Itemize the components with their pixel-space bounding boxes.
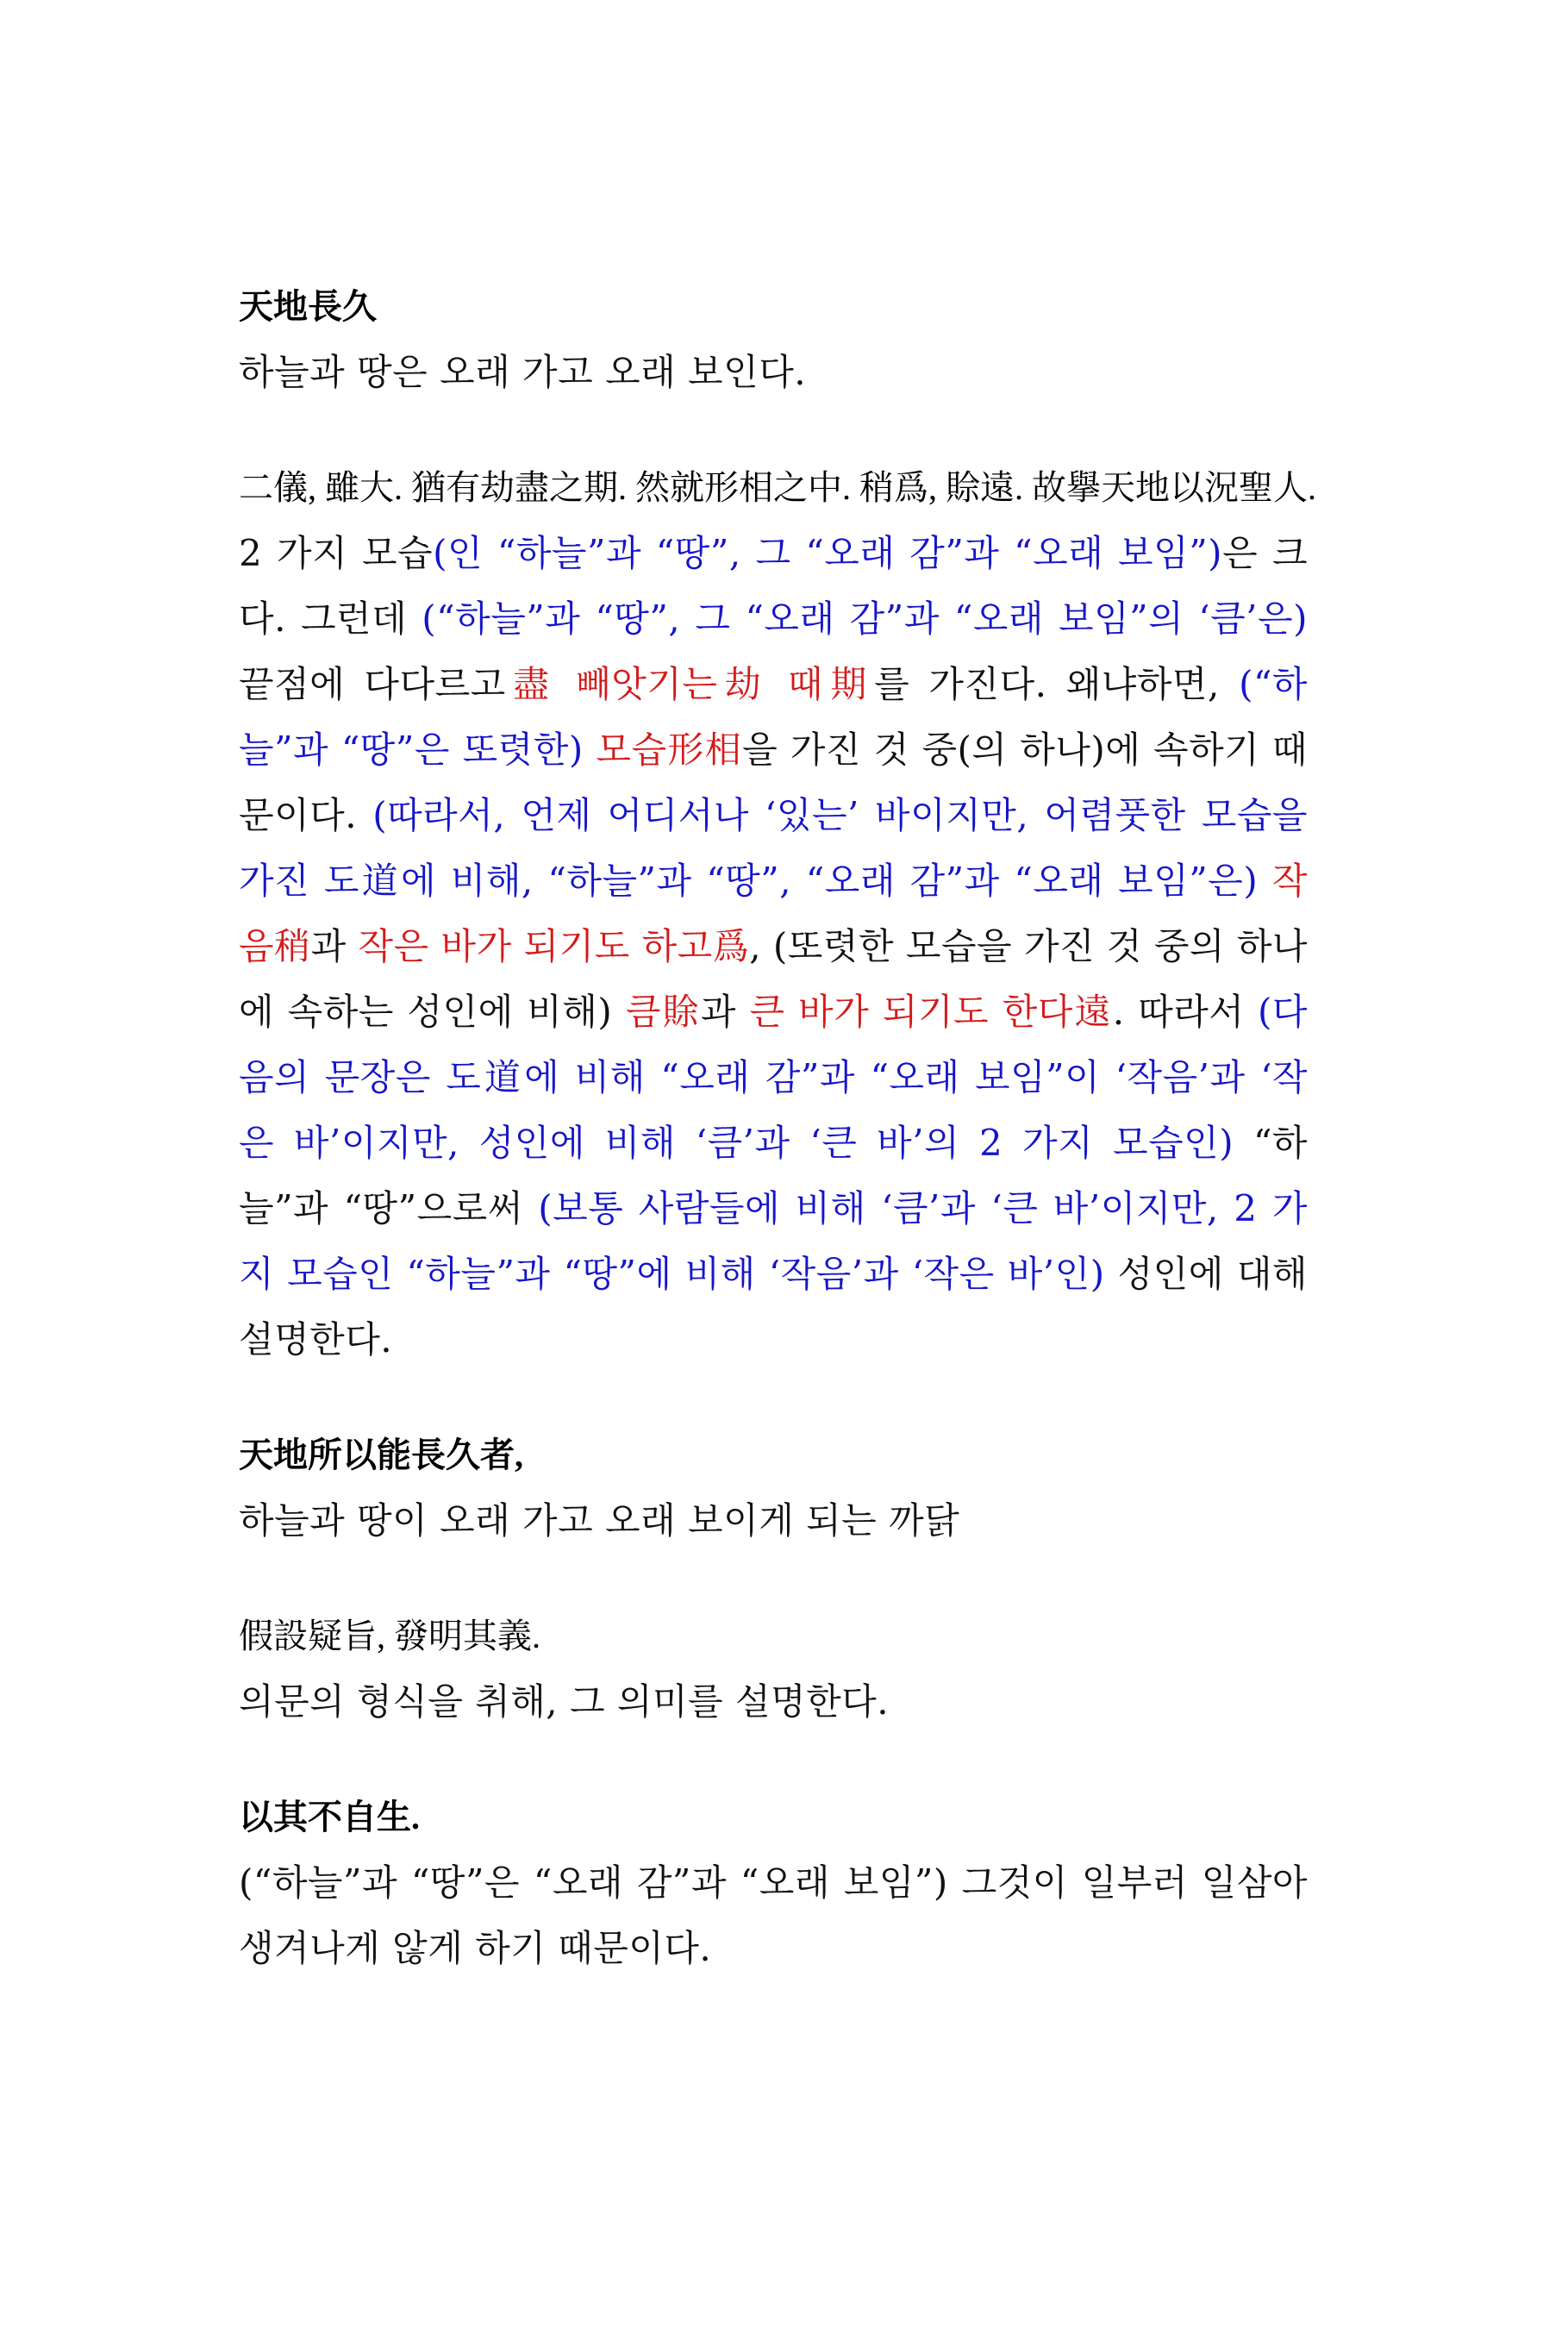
translation-text: “하늘”과 “땅”으로써: [239, 1122, 1308, 1229]
translation-text: 하늘과 땅은 오래 가고 오래 보인다.: [239, 351, 807, 393]
translation-text: 을 가진 것 중(의 하나)에 속하기 때문이다.: [239, 729, 1308, 836]
section-block: [239, 1423, 1308, 1554]
translation-paragraph: [239, 1488, 1308, 1554]
section-block: [239, 1604, 1308, 1735]
translation-paragraph: [239, 340, 1308, 405]
annotation-text: (인 “하늘”과 “땅”, 그 “오래 감”과 “오래 보임”): [433, 532, 1223, 574]
classical-text-line: 二儀, 雖大. 猶有劫盡之期. 然就形相之中. 稍爲, 賒遠. 故擧天地以況聖人.: [239, 468, 1316, 507]
document-page: [239, 274, 1316, 2031]
keyword-gloss-text: 盡 빼앗기는劫 때期: [505, 663, 875, 705]
keyword-gloss-text: 작음稍: [239, 860, 1308, 967]
translation-paragraph: [239, 1850, 1308, 1981]
translation-text: [1258, 860, 1272, 902]
annotation-text: (따라서, 언제 어디서나 ‘있는’ 바이지만, 어렴풋한 모습을 가진 도道에 비해, “하늘”과 “땅”, “오래 감”과 “오래 보임”은): [239, 794, 1308, 902]
translation-paragraph: [239, 1669, 1308, 1735]
translation-text: 의문의 형식을 취해, 그 의미를 설명한다.: [239, 1680, 890, 1723]
section-block: [239, 455, 1316, 1373]
translation-text: 과: [310, 925, 359, 967]
classical-text-line: 假設疑旨, 發明其義.: [239, 1617, 540, 1655]
annotation-text: (“하늘”과 “땅”, 그 “오래 감”과 “오래 보임”의 ‘큼’은): [422, 597, 1308, 640]
translation-paragraph: [239, 521, 1308, 1373]
translation-text: 를 가진다. 왜냐하면,: [874, 663, 1240, 705]
translation-text: 끝점에 다다르고: [239, 663, 506, 705]
keyword-gloss-text: 작은 바가 되기도 하고爲: [358, 925, 750, 967]
translation-text: 하늘과 땅이 오래 가고 오래 보이게 되는 까닭: [239, 1499, 960, 1542]
annotation-text: (다음의 문장은 도道에 비해 “오래 감”과 “오래 보임”이 ‘작음’과 ‘작은 바’이지만, 성인에 비해 ‘큼’과 ‘큰 바’의 2 가지 모습인): [239, 991, 1308, 1164]
translation-text: , (또렷한 모습을 가진 것 중의 하나에 속하는 성인에 비해): [239, 925, 1308, 1033]
keyword-gloss-text: 큼賖: [625, 991, 701, 1033]
translation-text: . 따라서: [1112, 991, 1259, 1033]
classical-text-line: 以其不自生.: [239, 1798, 420, 1836]
keyword-gloss-text: 큰 바가 되기도 한다遠: [749, 991, 1113, 1033]
section-block: [239, 1785, 1308, 1981]
section-block: [239, 274, 1308, 405]
translation-text: 2 가지 모습: [239, 532, 434, 574]
translation-text: [584, 729, 597, 771]
annotation-text: (보통 사람들에 비해 ‘큼’과 ‘큰 바’이지만, 2 가지 모습인 “하늘”과 “땅”에 비해 ‘작음’과 ‘작은 바’인): [239, 1187, 1308, 1295]
translation-text: 성인에 대해 설명한다.: [239, 1253, 1308, 1361]
classical-text-line: 天地長久: [239, 287, 377, 326]
translation-text: 은 크다. 그런데: [239, 532, 1309, 640]
classical-text-line: 天地所以能長久者,: [239, 1436, 523, 1474]
translation-text: 과: [700, 991, 750, 1033]
translation-text: (“하늘”과 “땅”은 “오래 감”과 “오래 보임”) 그것이 일부러 일삼아 생겨나게 않게 하기 때문이다.: [239, 1861, 1308, 1969]
keyword-gloss-text: 모습形相: [596, 729, 743, 771]
annotation-text: (“하늘”과 “땅”은 또렷한): [239, 663, 1308, 771]
